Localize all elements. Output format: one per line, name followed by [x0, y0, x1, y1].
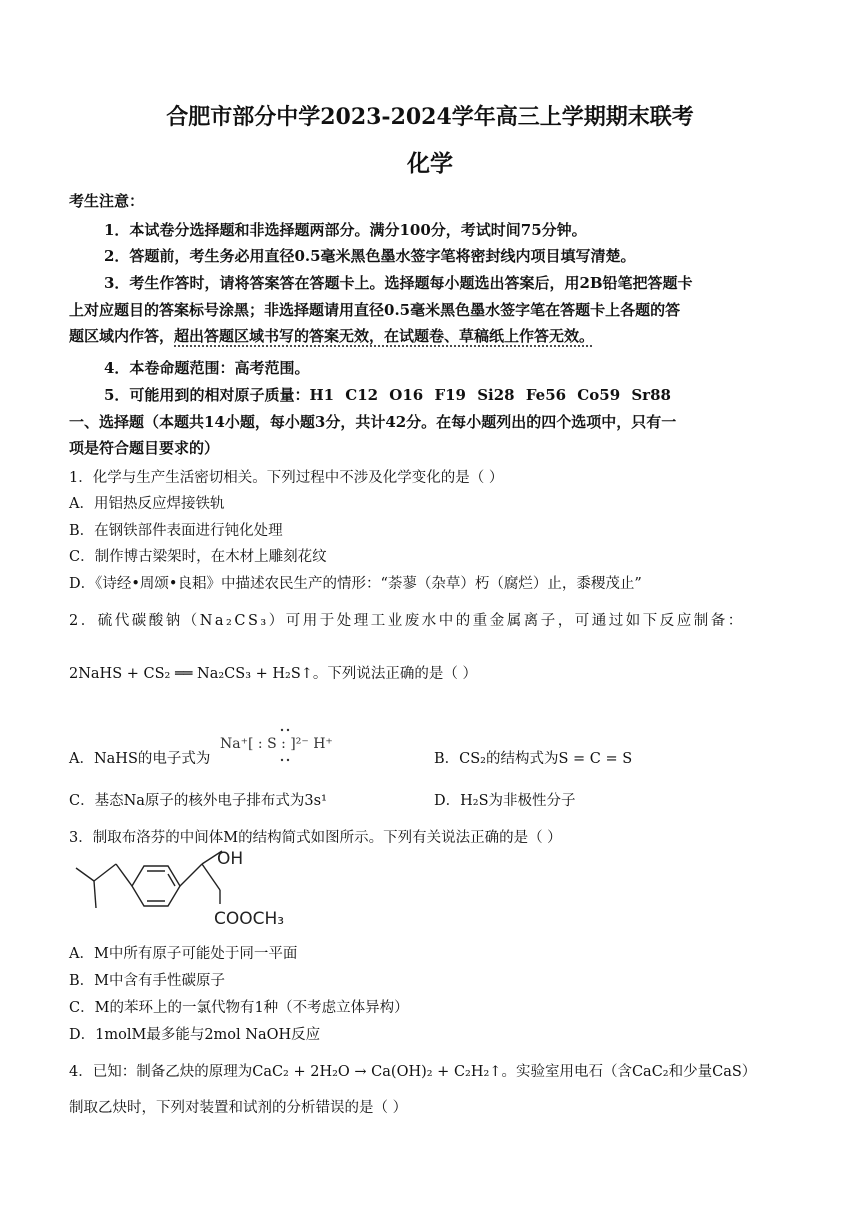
q1-option-c: C．制作博古梁架时，在木材上雕刻花纹 [69, 549, 327, 565]
notice-item-5: 5．可能用到的相对原子质量：H1 C12 O16 F19 Si28 Fe56 Co59 Sr88 [104, 386, 671, 404]
molecule-m-structure [72, 846, 322, 940]
q3-stem: 3．制取布洛芬的中间体M的结构简式如图所示。下列有关说法正确的是（ ） [69, 830, 562, 846]
q3-option-d: D．1molM最多能与2mol NaOH反应 [69, 1027, 321, 1043]
notice-item-2: 2．答题前，考生务必用直径0.5毫米黑色墨水签字笔将密封线内项目填写清楚。 [104, 247, 636, 265]
q3-option-c: C．M的苯环上的一氯代物有1种（不考虑立体异构） [69, 1000, 409, 1016]
q1-stem: 1．化学与生产生活密切相关。下列过程中不涉及化学变化的是（ ） [69, 470, 504, 486]
electron-formula-text: Na⁺[ : S : ]²⁻ H⁺ [220, 736, 333, 752]
section-heading: 一、选择题（本题共14小题，每小题3分，共计42分。在每小题列出的四个选项中，只有一 [69, 413, 677, 431]
notice-item-1: 1．本试卷分选择题和非选择题两部分。满分100分，考试时间75分钟。 [104, 221, 587, 239]
exam-title: 合肥市部分中学2023-2024学年高三上学期期末联考 [166, 104, 694, 130]
q2-option-a: A．NaHS的电子式为 [69, 751, 211, 767]
q2-option-d: D．H₂S为非极性分子 [434, 793, 576, 809]
nahs-electron-formula [220, 720, 370, 774]
ester-label: COOCH₃ [214, 909, 285, 929]
q2-option-c: C．基态Na原子的核外电子排布式为3s¹ [69, 793, 327, 809]
q4-stem-cont: 制取乙炔时，下列对装置和试剂的分析错误的是（ ） [69, 1100, 408, 1116]
q1-option-a: A．用铝热反应焊接铁轨 [69, 496, 225, 512]
subject-title: 化学 [407, 150, 453, 177]
q3-option-a: A．M中所有原子可能处于同一平面 [69, 946, 298, 962]
q2-equation: 2NaHS + CS₂ ══ Na₂CS₃ + H₂S↑。下列说法正确的是（ ） [69, 666, 478, 682]
notice-item-3: 3．考生作答时，请将答案答在答题卡上。选择题每小题选出答案后，用2B铅笔把答题卡 [104, 274, 693, 292]
hydroxyl-label: OH [217, 849, 244, 869]
notice-emphasis: 超出答题区域书写的答案无效，在试题卷、草稿纸上作答无效。 [174, 327, 595, 345]
q1-option-d: D．《诗经•周颂•良耜》中描述农民生产的情形：“荼蓼（杂草）朽（腐烂）止，黍稷茂止” [69, 576, 642, 592]
q3-option-b: B．M中含有手性碳原子 [69, 973, 226, 989]
section-heading-cont: 项是符合题目要求的） [69, 439, 220, 457]
q2-option-b: B．CS₂的结构式为S = C = S [434, 751, 633, 767]
notice-item-3-cont: 上对应题目的答案标号涂黑；非选择题请用直径0.5毫米黑色墨水签字笔在答题卡上各题的答 [69, 301, 681, 319]
notice-heading: 考生注意： [69, 192, 145, 210]
q4-stem: 4．已知：制备乙炔的原理为CaC₂ + 2H₂O → Ca(OH)₂ + C₂H₂↑。实验室用电石（含CaC₂和少量CaS） [69, 1064, 757, 1080]
q2-stem: 2．硫代碳酸钠（Na₂CS₃）可用于处理工业废水中的重金属离子，可通过如下反应制备： [69, 613, 745, 629]
q1-option-b: B．在钢铁部件表面进行钝化处理 [69, 523, 283, 539]
notice-item-3-end [69, 325, 594, 346]
notice-item-4: 4．本卷命题范围：高考范围。 [104, 359, 310, 377]
notice-item-3-end-a: 题区域内作答， [69, 327, 175, 345]
